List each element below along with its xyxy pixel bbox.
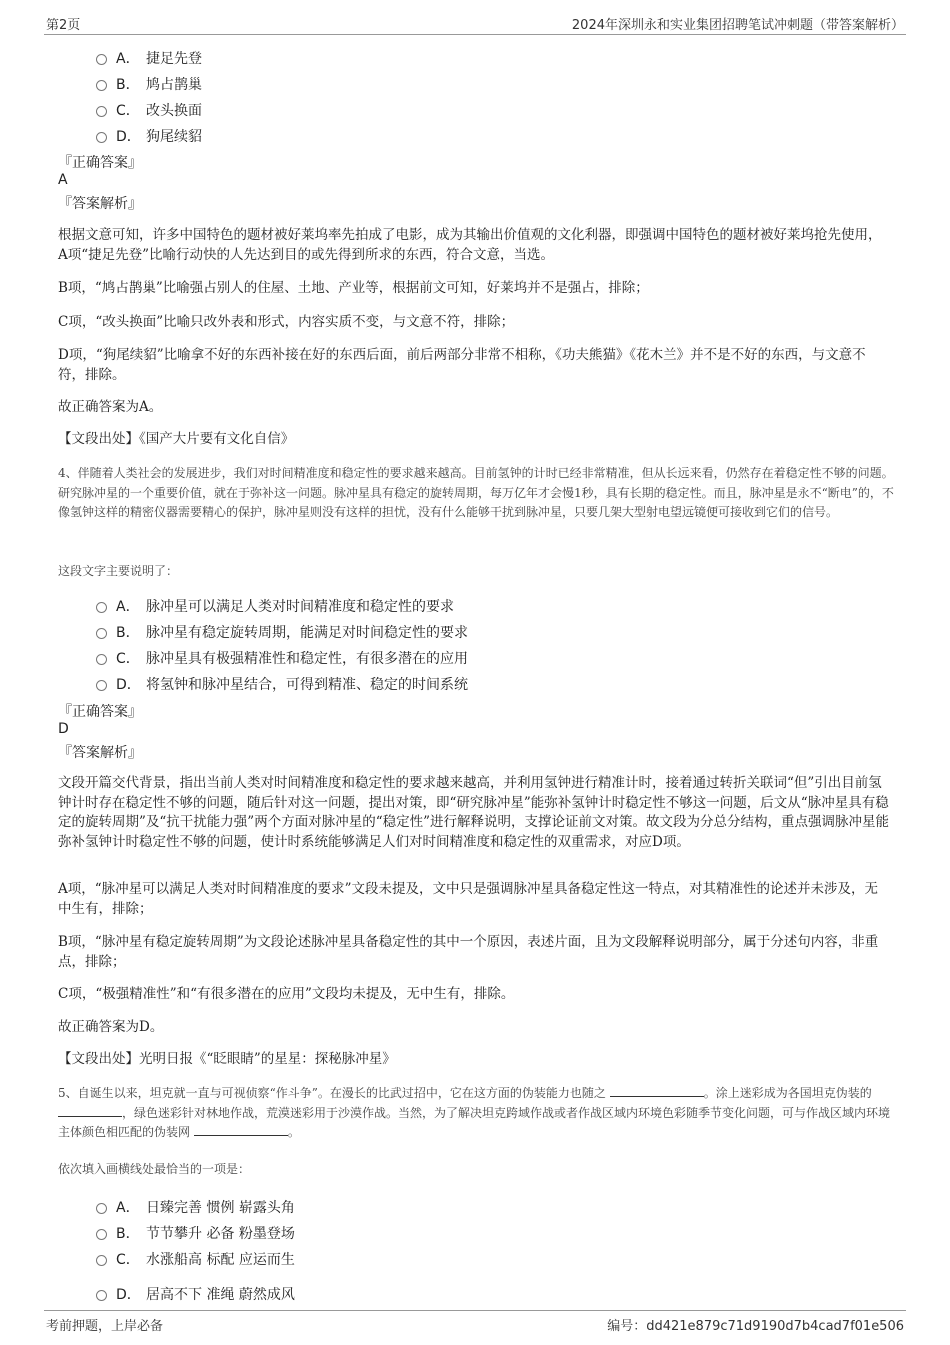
q4-analysis-label: 『答案解析』 — [58, 745, 142, 761]
q3-answer-label: 『正确答案』 — [58, 155, 142, 171]
footer-slogan: 考前押题，上岸必备 — [46, 1319, 164, 1334]
radio-icon[interactable] — [96, 628, 107, 639]
radio-icon[interactable] — [96, 106, 107, 117]
q3-analysis-paragraph: B项，“鸠占鹊巢”比喻强占别人的住屋、土地、产业等，根据前文可知，好莱坞并不是强占，排除； — [58, 280, 649, 296]
q4-analysis-paragraph: A项，“脉冲星可以满足人类对时间精准度的要求”文段未提及，文中只是强调脉冲星具备稳定性这一特点，对其精准性的论述并未涉及，无中生有，排除； — [58, 881, 879, 917]
q4-prompt: 这段文字主要说明了： — [58, 564, 179, 578]
q3-option-d[interactable]: D． 狗尾续貂 — [96, 126, 202, 146]
q4-analysis-paragraph: C项，“极强精准性”和“有很多潜在的应用”文段均未提及，无中生有，排除。 — [58, 986, 515, 1002]
q4-analysis-paragraph: 文段开篇交代背景，指出当前人类对时间精准度和稳定性的要求越来越高，并利用氢钟进行精准计时，接着通过转折关联词“但”引出目前氢钟计时存在稳定性不够的问题，随后针对这一问题，提出对策，即“研究脉冲星”能弥补氢钟计时稳定性不够这一问题，后文从“脉冲星具有稳定的旋转周期”及“抗干扰能力强”两个方面对脉冲星的“稳定性”进行解释说明，支撑论证前文对策。故文段为分总分结构，重点强调脉冲星能弥补氢钟计时稳定性不够的问题，使计时系统能够满足人们对时间精准度和稳定性的双重需求，对应D项。 — [58, 775, 890, 850]
q3-option-b[interactable]: B． 鸠占鹊巢 — [96, 74, 202, 94]
q4-option-a[interactable]: A． 脉冲星可以满足人类对时间精准度和稳定性的要求 — [96, 596, 454, 616]
radio-icon[interactable] — [96, 1255, 107, 1266]
radio-icon[interactable] — [96, 54, 107, 65]
q3-source: 【文段出处】《国产大片要有文化自信》 — [58, 431, 295, 447]
radio-icon[interactable] — [96, 1290, 107, 1301]
radio-icon[interactable] — [96, 80, 107, 91]
radio-icon[interactable] — [96, 132, 107, 143]
radio-icon[interactable] — [96, 1203, 107, 1214]
q5-option-b[interactable]: B． 节节攀升 必备 粉墨登场 — [96, 1223, 295, 1243]
q5-option-d[interactable]: D． 居高不下 准绳 蔚然成风 — [96, 1284, 295, 1304]
radio-icon[interactable] — [96, 654, 107, 665]
q4-option-d[interactable]: D． 将氢钟和脉冲星结合，可得到精准、稳定的时间系统 — [96, 674, 468, 694]
fill-blank[interactable] — [194, 1123, 288, 1136]
q3-analysis-paragraph: C项，“改头换面”比喻只改外表和形式，内容实质不变，与文意不符，排除； — [58, 314, 515, 330]
q3-analysis-paragraph: D项，“狗尾续貂”比喻拿不好的东西补接在好的东西后面，前后两部分非常不相称，《功夫熊猫》《花木兰》并不是不好的东西，与文意不符，排除。 — [58, 347, 866, 383]
q4-analysis-conclusion: 故正确答案为D。 — [58, 1019, 164, 1035]
document-title: 2024年深圳永和实业集团招聘笔试冲刺题（带答案解析） — [571, 18, 904, 33]
page-header — [44, 10, 906, 35]
q4-option-b[interactable]: B． 脉冲星有稳定旋转周期，能满足对时间稳定性的要求 — [96, 622, 468, 642]
fill-blank[interactable] — [58, 1104, 122, 1117]
q3-option-c[interactable]: C． 改头换面 — [96, 100, 202, 120]
q4-answer-label: 『正确答案』 — [58, 704, 142, 720]
q3-option-a[interactable]: A． 捷足先登 — [96, 48, 202, 68]
fill-blank[interactable] — [610, 1084, 704, 1097]
q5-option-a[interactable]: A． 日臻完善 惯例 崭露头角 — [96, 1197, 295, 1217]
page-number: 第2页 — [46, 18, 81, 33]
q5-option-c[interactable]: C． 水涨船高 标配 应运而生 — [96, 1249, 295, 1269]
q3-answer: A — [58, 172, 68, 188]
page-footer — [44, 1310, 906, 1335]
document-code: 编号：dd421e879c71d9190d7b4cad7f01e506 — [607, 1319, 904, 1334]
q4-question-text: 4、伴随着人类社会的发展进步，我们对时间精准度和稳定性的要求越来越高。目前氢钟的计时已经非常精准，但从长远来看，仍然存在着稳定性不够的问题。研究脉冲星的一个重要价值，就在于弥补这一问题。脉冲星具有稳定的旋转周期，每万亿年才会慢1秒，具有长期的稳定性。而且，脉冲星是永不“断电”的，不像氢钟这样的精密仪器需要精心的保护，脉冲星则没有这样的担忧，没有什么能够干扰到脉冲星，只要几架大型射电望远镜便可接收到它们的信号。 — [58, 466, 894, 519]
radio-icon[interactable] — [96, 680, 107, 691]
q3-analysis-paragraph: 根据文意可知，许多中国特色的题材被好莱坞率先拍成了电影，成为其输出价值观的文化利器，即强调中国特色的题材被好莱坞抢先使用，A项“捷足先登”比喻行动快的人先达到目的或先得到所求的东西，符合文意，当选。 — [58, 227, 882, 263]
q4-option-c[interactable]: C． 脉冲星具有极强精准性和稳定性，有很多潜在的应用 — [96, 648, 468, 668]
q3-analysis-label: 『答案解析』 — [58, 196, 142, 212]
q4-answer: D — [58, 721, 69, 737]
q5-prompt: 依次填入画横线处最恰当的一项是： — [58, 1162, 251, 1176]
q5-question-text: 5、自诞生以来，坦克就一直与可视侦察“作斗争”。在漫长的比武过招中，它在这方面的伪装能力也随之 。涂上迷彩成为各国坦克伪装的 ，绿色迷彩针对林地作战，荒漠迷彩用于沙漠作战。当然，为了解决坦克跨域作战或者作战区域内环境色彩随季节变化问题，可与作战区域内环境主体颜色相匹配的伪装网 。 — [58, 1086, 891, 1139]
radio-icon[interactable] — [96, 602, 107, 613]
q3-analysis-conclusion: 故正确答案为A。 — [58, 399, 163, 415]
q4-analysis-paragraph: B项，“脉冲星有稳定旋转周期”为文段论述脉冲星具备稳定性的其中一个原因，表述片面，且为文段解释说明部分，属于分述句内容，非重点，排除； — [58, 934, 879, 970]
radio-icon[interactable] — [96, 1229, 107, 1240]
q4-source: 【文段出处】光明日报《“眨眼睛”的星星：探秘脉冲星》 — [58, 1051, 396, 1067]
